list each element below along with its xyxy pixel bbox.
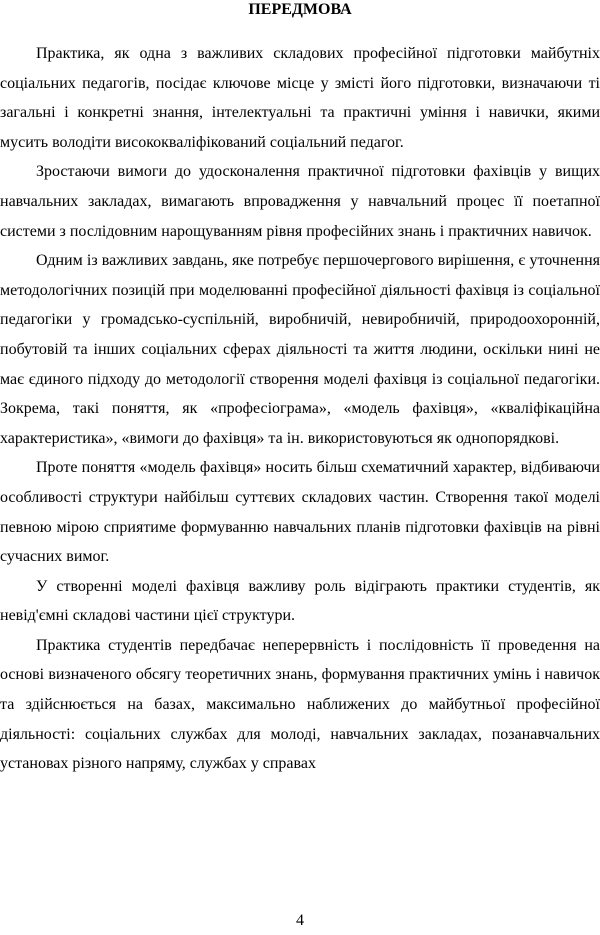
page-title: ПЕРЕДМОВА (248, 1, 352, 18)
paragraph-3: Одним із важливих завдань, яке потребує першочергового вирішення, є уточнення методологічних позицій при моделюванні професійної діяльності фахівця із соціальної педагогіки у громадсько-суспільній, виробничій, невиробничій, природоохоронній, побутовій та інших соціальних сферах діяльності та життя людини, оскільки нині не має єдиного підходу до методології створення моделі фахівця із соціальної педагогіки. Зокрема, такі поняття, як «професіограма», «модель фахівця», «кваліфікаційна характеристика», «вимоги до фахівця» та ін. використовуються як однопорядкові. (0, 252, 600, 447)
paragraph-4: Проте поняття «модель фахівця» носить більш схематичний характер, відбиваючи особливості структури найбільш суттєвих складових частин. Створення такої моделі певною мірою сприятиме формуванню навчальних планів підготовки фахівців на рівні сучасних вимог. (0, 459, 600, 566)
paragraph-2: Зростаючи вимоги до удосконалення практичної підготовки фахівців у вищих навчальних закладах, вимагають впровадження у навчальний процес її поетапної системи з послідовним нарощуванням рівня професійних знань і практичних навичок. (0, 163, 600, 240)
paragraph-1: Практика, як одна з важливих складових професійної підготовки майбутніх соціальних педагогів, посідає ключове місце у змісті його підготовки, визначаючи ті загальні і конкретні знання, інтелектуальні та практичні уміння і навички, якими мусить володіти висококваліфікований соціальний педагог. (0, 45, 600, 151)
paragraph-6: Практика студентів передбачає неперервність і послідовність її проведення на основі визначеного обсягу теоретичних знань, формування практичних умінь і навичок та здійснюється на базах, максимально наближених до майбутньої професійної діяльності: соціальних службах для молоді, навчальних закладах, позанавчальних установах різного напряму, службах у справах (0, 636, 600, 773)
page-number: 4 (296, 912, 304, 929)
document-body (0, 39, 600, 779)
paragraph-5: У створенні моделі фахівця важливу роль відіграють практики студентів, як невід'ємні складові частини цієї структури. (0, 577, 600, 625)
